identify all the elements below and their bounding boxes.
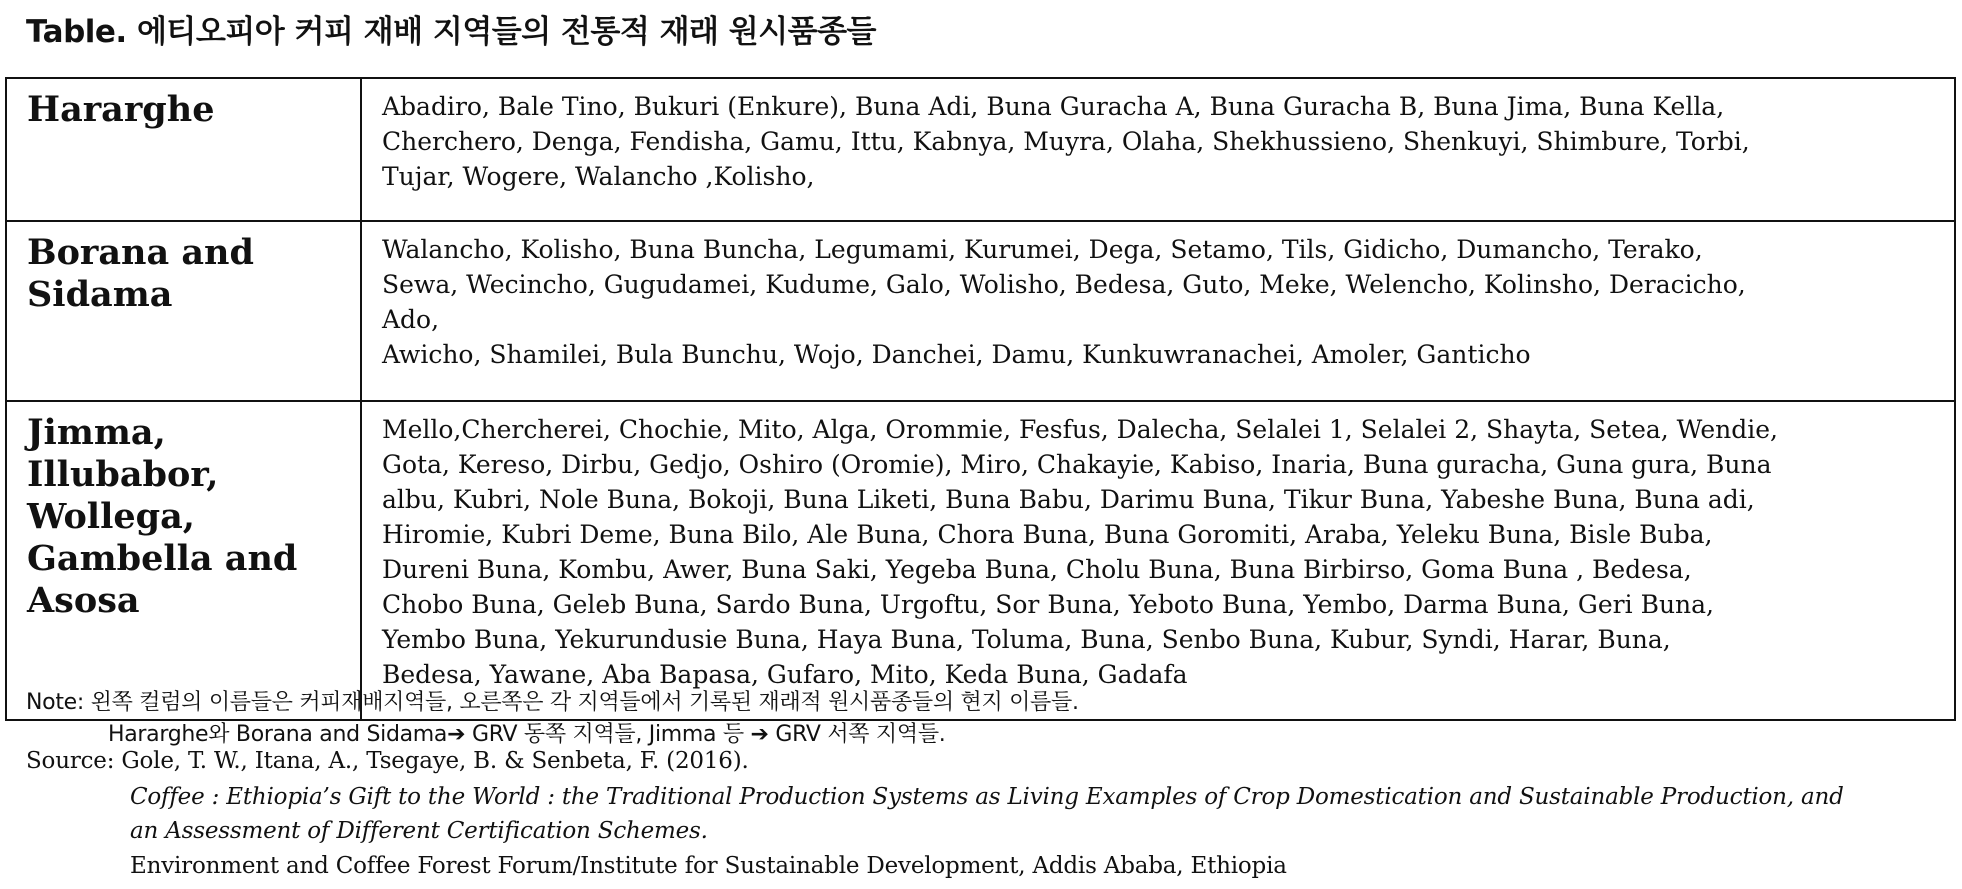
source-title: Coffee : Ethiopia’s Gift to the World : the Traditional Production Systems as Living Examples of Crop Domestication and Sustainable Production, and xyxy=(130,784,1844,810)
region-name: Asosa xyxy=(27,580,140,621)
variety-line: Walancho, Kolisho, Buna Buncha, Legumami, Kurumei, Dega, Setamo, Tils, Gidicho, Dumancho, Terako, xyxy=(382,235,1703,264)
region-name: Gambella and xyxy=(27,538,298,579)
variety-line: Yembo Buna, Yekurundusie Buna, Haya Buna, Toluma, Buna, Senbo Buna, Kubur, Syndi, Harar, Buna, xyxy=(382,625,1671,654)
variety-line: Mello,Chercherei, Chochie, Mito, Alga, Orommie, Fesfus, Dalecha, Selalei 1, Selalei 2, Shayta, Setea, Wendie, xyxy=(382,415,1778,444)
coffee-regions-table xyxy=(5,77,1956,721)
table-row-jimma xyxy=(6,401,1955,720)
varieties-cell xyxy=(361,221,1955,401)
variety-line: Chobo Buna, Geleb Buna, Sardo Buna, Urgoftu, Sor Buna, Yeboto Buna, Yembo, Darma Buna, Geri Buna, xyxy=(382,590,1714,619)
variety-line: Cherchero, Denga, Fendisha, Gamu, Ittu, Kabnya, Muyra, Olaha, Shekhussieno, Shenkuyi, Shimbure, Torbi, xyxy=(382,127,1750,156)
variety-line: Awicho, Shamilei, Bula Bunchu, Wojo, Danchei, Damu, Kunkuwranachei, Amoler, Ganticho xyxy=(382,340,1531,369)
variety-line: Abadiro, Bale Tino, Bukuri (Enkure), Buna Adi, Buna Guracha A, Buna Guracha B, Buna Jima, Buna Kella, xyxy=(382,92,1725,121)
region-name: Illubabor, xyxy=(27,454,219,495)
note-text-detail: Hararghe와 Borana and Sidama➔ GRV 동쪽 지역들, Jimma 등 ➔ GRV 서쪽 지역들. xyxy=(108,722,946,747)
varieties-cell xyxy=(361,401,1955,720)
region-cell xyxy=(6,78,361,221)
region-name: Hararghe xyxy=(27,89,215,130)
variety-line: Dureni Buna, Kombu, Awer, Buna Saki, Yegeba Buna, Cholu Buna, Buna Birbirso, Goma Buna , Bedesa, xyxy=(382,555,1692,584)
source-citation: Source: Gole, T. W., Itana, A., Tsegaye, B. & Senbeta, F. (2016). xyxy=(26,748,749,774)
region-name: Sidama xyxy=(27,274,173,315)
region-name: Jimma, xyxy=(27,412,166,453)
region-cell xyxy=(6,401,361,720)
variety-line: Bedesa, Yawane, Aba Bapasa, Gufaro, Mito, Keda Buna, Gadafa xyxy=(382,660,1188,689)
variety-line: Tujar, Wogere, Walancho ,Kolisho, xyxy=(382,162,815,191)
varieties-cell xyxy=(361,78,1955,221)
variety-line: Hiromie, Kubri Deme, Buna Bilo, Ale Buna, Chora Buna, Buna Goromiti, Araba, Yeleku Buna, Bisle Buba, xyxy=(382,520,1713,549)
region-name: Wollega, xyxy=(27,496,195,537)
table-row-borana-sidama xyxy=(6,221,1955,401)
variety-line: Sewa, Wecincho, Gugudamei, Kudume, Galo, Wolisho, Bedesa, Guto, Meke, Welencho, Kolinsho, Deracicho, xyxy=(382,270,1746,299)
note-text: Note: 왼쪽 컬럼의 이름들은 커피재배지역들, 오른쪽은 각 지역들에서 기록된 재래적 원시품종들의 현지 이름들. xyxy=(26,690,1079,715)
table-row-hararghe xyxy=(6,78,1955,221)
variety-line: Gota, Kereso, Dirbu, Gedjo, Oshiro (Oromie), Miro, Chakayie, Kabiso, Inaria, Buna guracha, Guna gura, Buna xyxy=(382,450,1772,479)
region-cell xyxy=(6,221,361,401)
source-publisher: Environment and Coffee Forest Forum/Institute for Sustainable Development, Addis Ababa, Ethiopia xyxy=(130,853,1287,879)
source-title: an Assessment of Different Certification Schemes. xyxy=(130,818,708,844)
variety-line: albu, Kubri, Nole Buna, Bokoji, Buna Liketi, Buna Babu, Darimu Buna, Tikur Buna, Yabeshe Buna, Buna adi, xyxy=(382,485,1755,514)
variety-line: Ado, xyxy=(382,305,440,334)
region-name: Borana and xyxy=(27,232,254,273)
table-title: Table. 에티오피아 커피 재배 지역들의 전통적 재래 원시품종들 xyxy=(26,14,876,50)
